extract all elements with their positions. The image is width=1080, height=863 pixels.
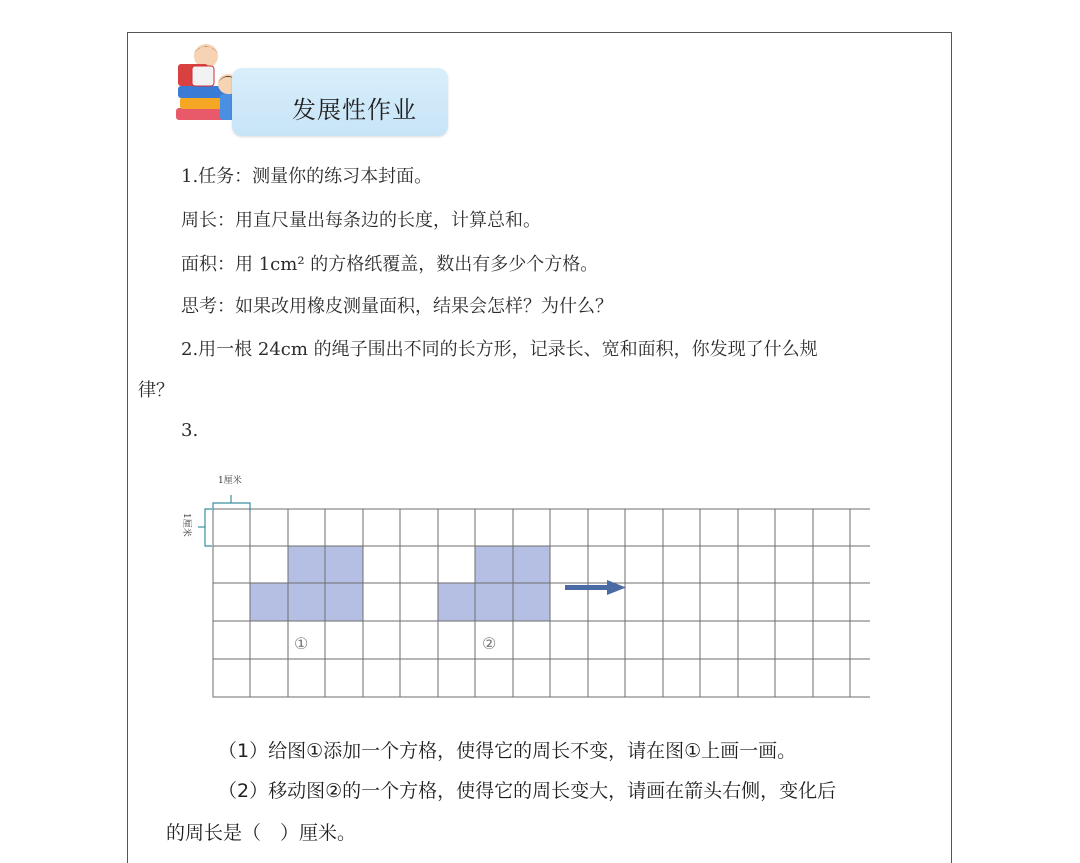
unit-bracket-top — [213, 503, 250, 511]
unit-bracket-side — [205, 509, 212, 546]
task2-line2: 律？ — [138, 380, 174, 401]
figure2-label: ② — [482, 634, 497, 653]
grid-figure — [170, 465, 870, 705]
task3-number: 3. — [181, 420, 199, 441]
figure1-cell — [288, 546, 325, 583]
figure1-cell — [325, 546, 363, 583]
figure2-cell — [438, 583, 475, 621]
figure1-cell — [325, 583, 363, 621]
section-title: 发展性作业 — [292, 96, 417, 124]
question-2-line1: （2）移动图②的一个方格，使得它的周长变大，请画在箭头右侧，变化后 — [218, 780, 837, 802]
right-arrow-icon — [565, 580, 626, 595]
figure2-cell — [475, 583, 513, 621]
figure1-cell — [250, 583, 288, 621]
task1-line3: 面积：用 1cm² 的方格纸覆盖，数出有多少个方格。 — [181, 254, 599, 275]
task1-line4: 思考：如果改用橡皮测量面积，结果会怎样？为什么？ — [181, 296, 613, 317]
task2-line1: 2.用一根 24cm 的绳子围出不同的长方形，记录长、宽和面积，你发现了什么规 — [181, 339, 818, 360]
figure1-cell — [288, 583, 325, 621]
figure2-cell — [513, 546, 550, 583]
figure2-cell — [475, 546, 513, 583]
figure1-label: ① — [294, 634, 309, 653]
question-1: （1）给图①添加一个方格，使得它的周长不变，请在图①上画一画。 — [218, 740, 797, 762]
task1-line1: 1.任务：测量你的练习本封面。 — [181, 166, 433, 187]
task1-line2: 周长：用直尺量出每条边的长度，计算总和。 — [181, 210, 541, 231]
unit-label-side: 1厘米 — [181, 513, 191, 537]
question-2-line2: 的周长是（ ）厘米。 — [166, 822, 357, 844]
figure2-cell — [513, 583, 550, 621]
unit-label-top: 1厘米 — [218, 476, 242, 486]
